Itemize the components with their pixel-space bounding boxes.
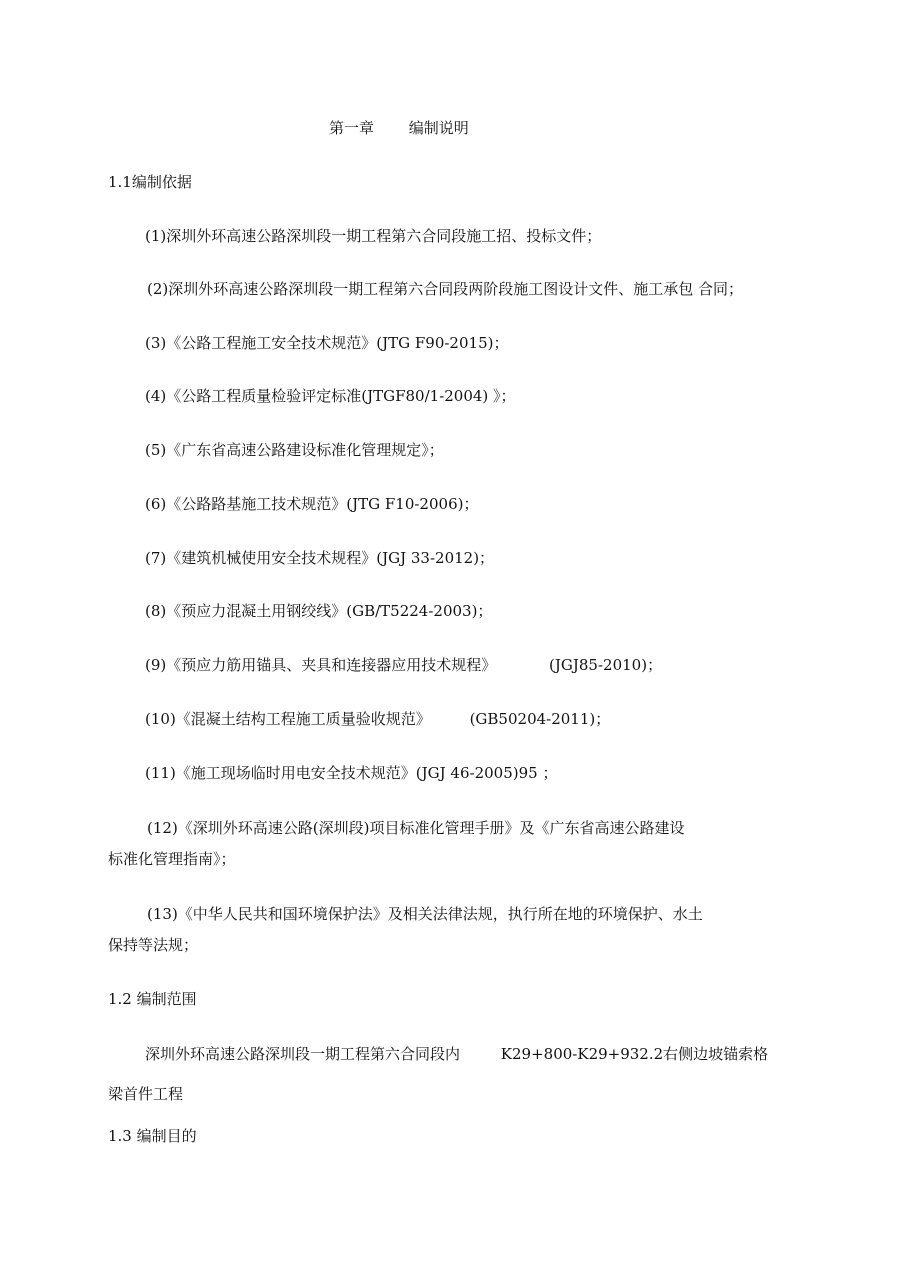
basis-item-10 bbox=[145, 709, 610, 729]
basis-item-8: (8)《预应力混凝土用钢绞线》(GB/T5224-2003)； bbox=[145, 602, 493, 620]
scope-text-part1: 深圳外环高速公路深圳段一期工程第六合同段内 bbox=[145, 1045, 461, 1063]
basis-item-3: (3)《公路工程施工安全技术规范》(JTG F90-2015)； bbox=[145, 334, 509, 352]
basis-item-13-line2: 保持等法规； bbox=[108, 936, 199, 954]
basis-item-1: (1)深圳外环高速公路深圳段一期工程第六合同段施工招、投标文件； bbox=[145, 227, 602, 245]
basis-item-11: (11)《施工现场临时用电安全技术规范》(JGJ 46-2005)95 ； bbox=[145, 764, 558, 782]
scope-line-1 bbox=[145, 1044, 768, 1064]
scope-text-part2: K29+800-K29+932.2右侧边坡锚索格 bbox=[500, 1045, 769, 1063]
basis-item-9 bbox=[145, 655, 662, 675]
section-1-2-heading: 1.2 编制范围 bbox=[108, 990, 197, 1008]
basis-item-5: (5)《广东省高速公路建设标准化管理规定》； bbox=[145, 441, 444, 459]
basis-item-9-title: (9)《预应力筋用锚具、夹具和连接器应用技术规程》 bbox=[145, 656, 497, 674]
basis-item-2: (2)深圳外环高速公路深圳段一期工程第六合同段两阶段施工图设计文件、施工承包 合同； bbox=[147, 280, 744, 298]
basis-item-13-line1: (13)《中华人民共和国环境保护法》及相关法律法规，执行所在地的环境保护、水土 bbox=[147, 905, 703, 923]
basis-item-4: (4)《公路工程质量检验评定标准(JTGF80/1-2004) 》； bbox=[145, 387, 516, 405]
basis-item-10-code: (GB50204-2011)； bbox=[469, 710, 611, 728]
basis-item-6: (6)《公路路基施工技术规范》(JTG F10-2006)； bbox=[145, 495, 479, 513]
basis-item-12-line2: 标准化管理指南》； bbox=[108, 850, 236, 868]
scope-line-2: 梁首件工程 bbox=[108, 1085, 184, 1103]
basis-item-9-code: (JGJ85-2010)； bbox=[549, 656, 663, 674]
section-1-3-heading: 1.3 编制目的 bbox=[108, 1127, 197, 1145]
chapter-name: 编制说明 bbox=[408, 119, 469, 137]
chapter-title bbox=[329, 118, 469, 138]
basis-item-10-title: (10)《混凝土结构工程施工质量验收规范》 bbox=[145, 710, 431, 728]
basis-item-7: (7)《建筑机械使用安全技术规程》(JGJ 33-2012)； bbox=[145, 549, 495, 567]
chapter-number: 第一章 bbox=[329, 119, 375, 137]
basis-item-12-line1: (12)《深圳外环高速公路(深圳段)项目标准化管理手册》及《广东省高速公路建设 bbox=[147, 819, 685, 837]
section-1-1-heading: 1.1编制依据 bbox=[108, 173, 192, 191]
